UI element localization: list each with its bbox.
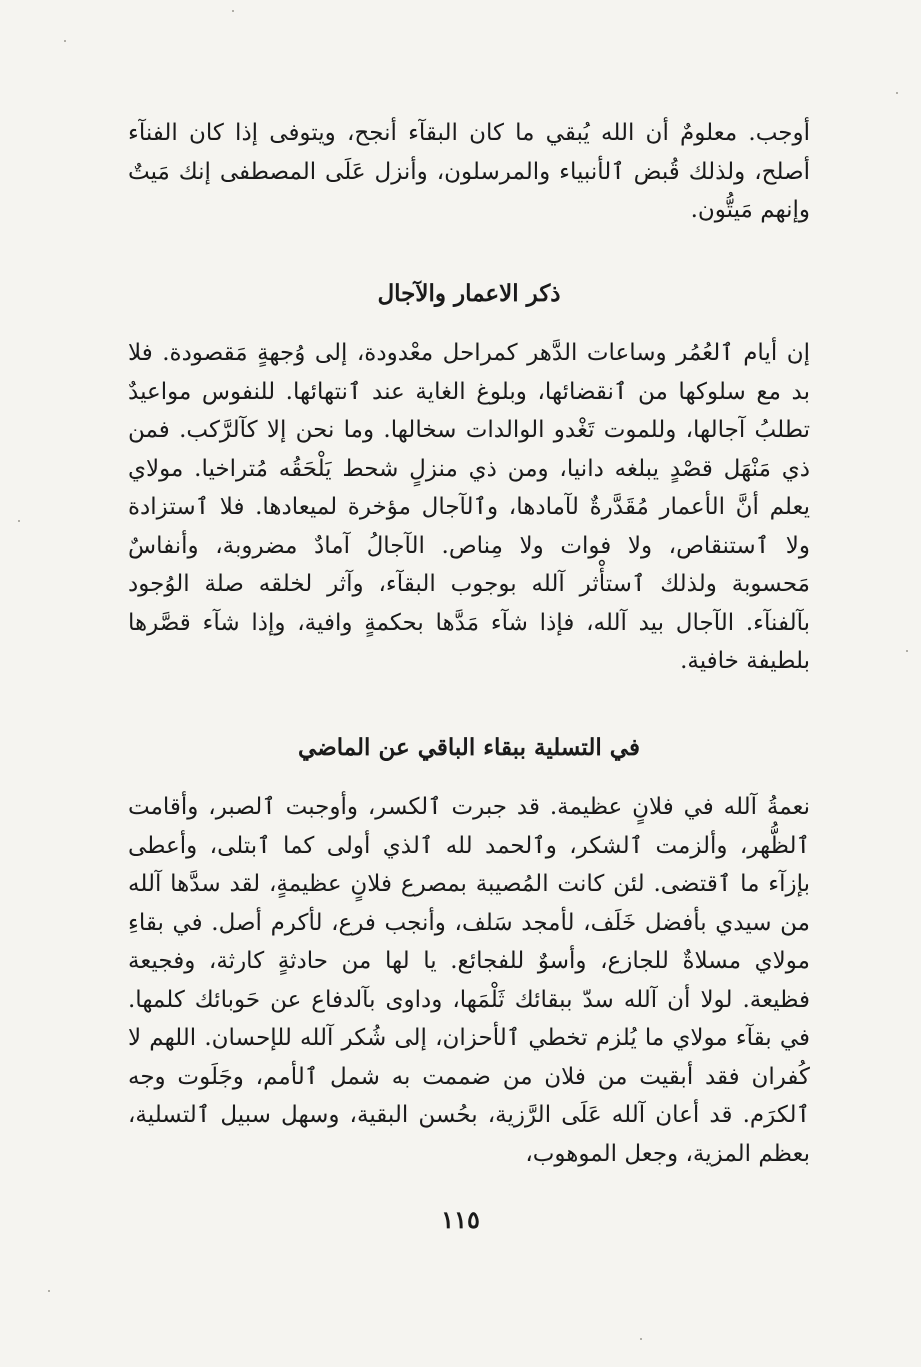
section-heading-consolation: في التسلية ببقاء الباقي عن الماضي — [298, 734, 640, 761]
intro-paragraph — [128, 114, 810, 230]
scan-speck — [640, 1338, 642, 1340]
paragraph-text: أوجب. معلومٌ أن الله يُبقي ما كان البقآء أنجح، ويتوفى إذا كان الفنآء أصلح، ولذلك قُبض ٱلأنبياء والمرسلون، وأنزل عَلَى المصطفى إنك مَيتٌ وإنهم مَيتُّون. — [128, 120, 810, 223]
consolation-paragraph — [128, 788, 810, 1173]
scan-speck — [906, 650, 908, 652]
page-number: ١١٥ — [441, 1205, 480, 1234]
section-heading-ages: ذكر الاعمار والآجال — [377, 280, 561, 307]
ages-paragraph — [128, 334, 810, 681]
scan-speck — [18, 520, 20, 522]
scan-speck — [64, 40, 66, 42]
paragraph-text: إن أيام ٱلعُمُر وساعات الدَّهر كمراحل معْدودة، إلى وُجهةٍ مَقصودة. فلا بد مع سلوكها من ٱنقضائها، وبلوغ الغاية عند ٱنتهائها. للنفوس مواعيدٌ تطلبُ آجالها، وللموت تَغْدو الوالدات سخالها. وما نحن إلا كآلرَّكب. فمن ذي مَنْهَل قصْدٍ يبلغه دانيا، ومن ذي منزلٍ شحط يَلْحَقُه مُتراخيا. مولاي يعلم أنَّ الأعمار مُقَدَّرةٌ لآمادها، وٱلآجال مؤخرة لميعادها. فلا ٱستزادة ولا ٱستنقاص، ولا فوات ولا مِناص. الآجالُ آمادٌ مضروبة، وأنفاسٌ مَحسوبة ولذلك ٱستأْثر آلله بوجوب البقآء، وآثر لخلقه صلة الوُجود بآلفنآء. الآجال بيد آلله، فإذا شآء مَدَّها بحكمةٍ وافية، وإذا شآء قصَّرها بلطيفة خافية. — [128, 340, 810, 674]
scan-speck — [232, 10, 234, 12]
scan-speck — [896, 92, 898, 94]
scan-speck — [48, 1290, 50, 1292]
paragraph-text: نعمةُ آلله في فلانٍ عظيمة. قد جبرت ٱلكسر، وأوجبت ٱلصبر، وأقامت ٱلظُّهر، وألزمت ٱلشكر، وٱلحمد لله ٱلذي أولى كما ٱبتلى، وأعطى بإزآء ما ٱقتضى. لئن كانت المُصيبة بمصرع فلانٍ عظيمةٍ، لقد سدَّها آلله من سيدي بأفضل خَلَف، لأمجد سَلف، وأنجب فرع، لأكرم أصل. في بقاءِ مولاي مسلاةٌ للجازع، وأسوٌ للفجائع. يا لها من حادثةٍ كارثة، وفجيعة فظيعة. لولا أن آلله سدّ ببقائك ثَلْمَها، وداوى بآلدفاع عن حَوبائك كلمها. في بقآء مولاي ما يُلزم تخطي ٱلأحزان، إلى شُكر آلله للإحسان. اللهم لا كُفران فقد أبقيت من فلان من ضممت به شمل ٱلأمم، وجَلَوت وجه ٱلكرَم. قد أعان آلله عَلَى الرَّزية، بحُسن البقية، وسهل سبيل ٱلتسلية، بعظم المزية، وجعل الموهوب، — [128, 794, 810, 1167]
